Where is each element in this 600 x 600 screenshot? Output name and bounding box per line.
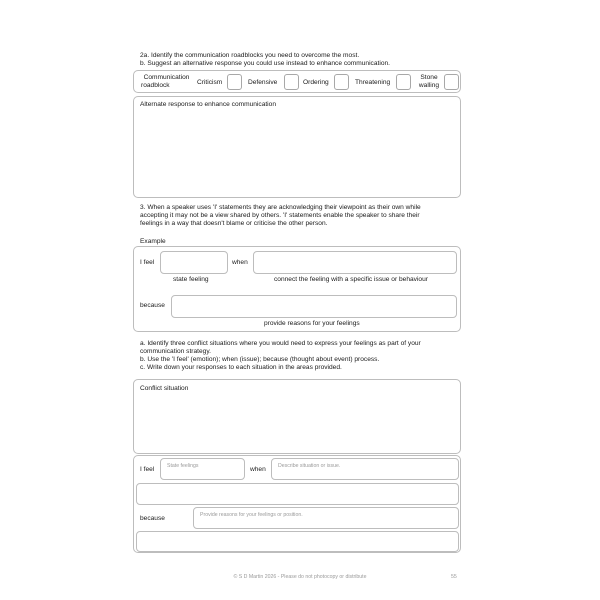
section-3-line1: 3. When a speaker uses 'I' statements they are acknowledging their viewpoint as their own while [140, 204, 421, 211]
roadblock-checkbox-threatening[interactable] [396, 74, 411, 90]
conflict-when: when [250, 466, 266, 473]
example-reasons-caption: provide reasons for your feelings [264, 320, 360, 327]
roadblock-stone-line1: Stone [420, 74, 438, 81]
roadblock-label-stonewalling [416, 74, 442, 90]
conflict-situation-label: Conflict situation [140, 385, 189, 392]
conflict-reasons-field[interactable] [193, 507, 459, 529]
example-connect-caption: connect the feeling with a specific issue or behaviour [274, 276, 428, 283]
section-2a-line2: b. Suggest an alternative response you could use instead to enhance communication. [140, 60, 390, 67]
roadblock-stone-line2: walling [418, 82, 440, 89]
roadblock-label-ordering: Ordering [303, 79, 329, 86]
roadblock-row [133, 70, 461, 93]
example-label: Example [140, 238, 166, 245]
instructions-line1: a. Identify three conflict situations where you would need to express your feelings as part of your [140, 340, 421, 347]
conflict-situation-box[interactable] [133, 379, 461, 454]
conflict-feeling-placeholder: State feelings [167, 463, 199, 469]
conflict-i-feel: I feel [140, 466, 155, 473]
conflict-extra-field-2[interactable] [136, 531, 459, 552]
conflict-feeling-field[interactable] [160, 458, 245, 480]
roadblock-label-threatening: Threatening [355, 79, 391, 86]
footer-copyright: © S D Martin 2026 - Please do not photocopy or distribute [233, 574, 367, 580]
roadblock-header [139, 74, 194, 90]
roadblock-checkbox-defensive[interactable] [284, 74, 299, 90]
alternative-response-label: Alternate response to enhance communication [140, 101, 276, 108]
conflict-reasons-placeholder: Provide reasons for your feelings or position. [200, 512, 303, 518]
instructions-line3: b. Use the 'I feel' (emotion); when (issue); because (thought about event) process. [140, 356, 380, 363]
conflict-response-group [133, 455, 461, 553]
section-3-line3: feelings in a way that doesn't blame or criticise the other person. [140, 220, 328, 227]
example-box [133, 246, 461, 332]
example-issue-field[interactable] [253, 251, 457, 274]
page-number: 55 [451, 574, 457, 580]
conflict-extra-field[interactable] [136, 483, 459, 505]
example-state-feeling-caption: state feeling [173, 276, 209, 283]
roadblock-checkbox-stonewalling[interactable] [444, 74, 459, 90]
example-reasons-field[interactable] [171, 295, 457, 318]
example-feeling-field[interactable] [160, 251, 228, 274]
alternative-response-box[interactable] [133, 96, 461, 198]
section-3-line2: accepting it may not be a view shared by others. 'I' statements enable the speaker to share their [140, 212, 420, 219]
instructions-line4: c. Write down your responses to each situation in the areas provided. [140, 364, 342, 371]
example-because: because [140, 302, 165, 309]
roadblock-label-criticism: Criticism [197, 79, 223, 86]
instructions-line2: communication strategy. [140, 348, 211, 355]
roadblock-checkbox-criticism[interactable] [227, 74, 242, 90]
roadblock-label-defensive: Defensive [248, 79, 278, 86]
conflict-issue-placeholder: Describe situation or issue. [278, 463, 341, 469]
conflict-issue-field[interactable] [271, 458, 459, 480]
roadblock-header-line2: roadblock [141, 82, 170, 89]
conflict-because: because [140, 515, 165, 522]
roadblock-checkbox-ordering[interactable] [334, 74, 349, 90]
example-i-feel: I feel [140, 259, 155, 266]
example-when: when [232, 259, 248, 266]
roadblock-header-line1: Communication [143, 74, 190, 81]
section-2a-line1: 2a. Identify the communication roadblocks you need to overcome the most. [140, 52, 360, 59]
